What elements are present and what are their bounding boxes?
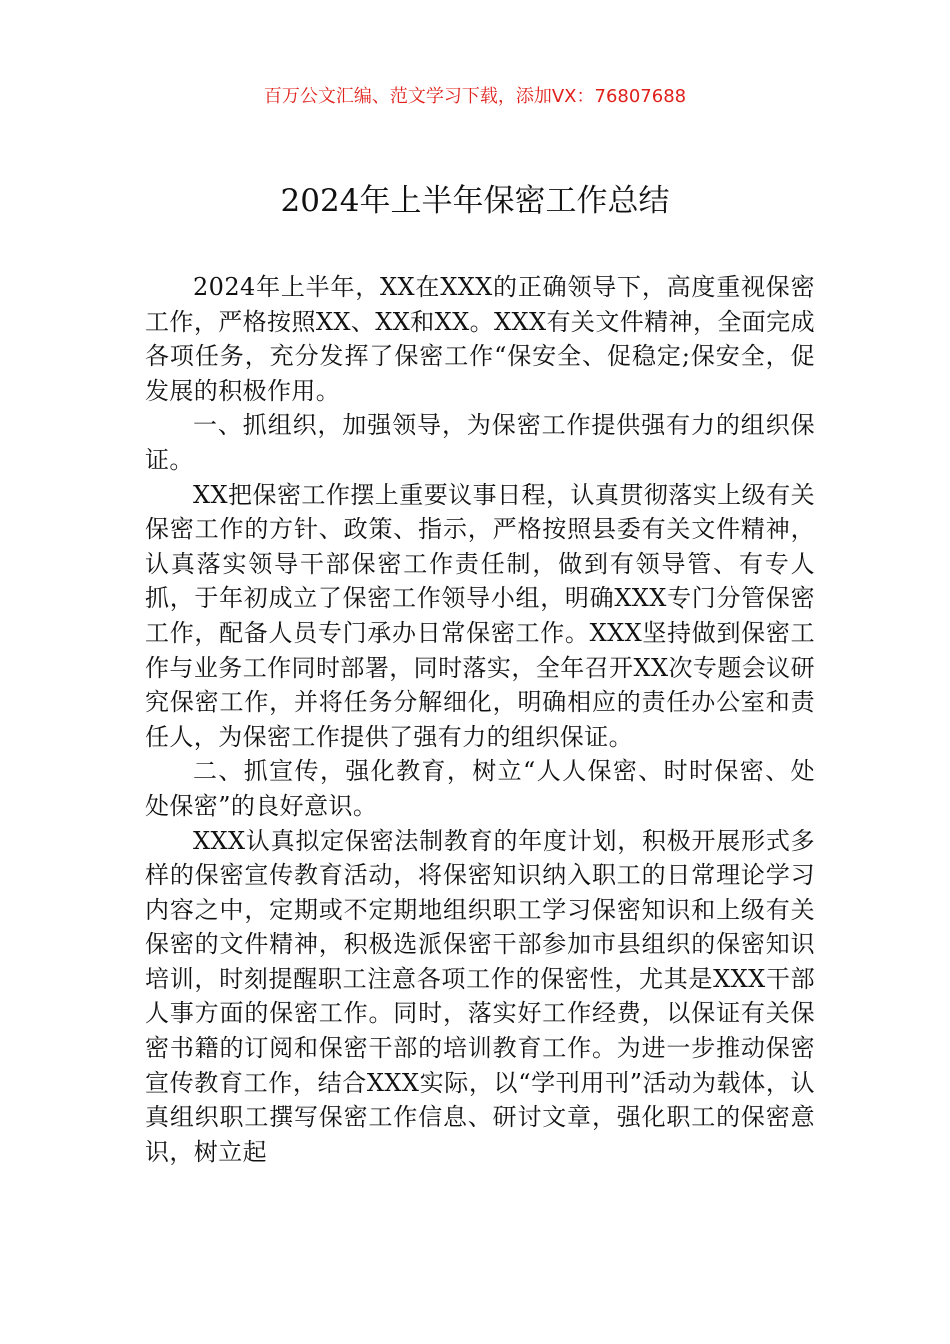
- section-heading-1: 一、抓组织，加强领导，为保密工作提供强有力的组织保证。: [145, 411, 815, 474]
- document-title: 2024年上半年保密工作总结: [280, 183, 670, 219]
- header-note: 百万公文汇编、范文学习下载，添加VX：76807688: [263, 86, 687, 107]
- paragraph-intro: 2024年上半年，XX在XXX的正确领导下，高度重视保密工作，严格按照XX、XX和XX。XXX有关文件精神，全面完成各项任务，充分发挥了保密工作“保安全、促稳定;保安全，促发展的积极作用。: [145, 273, 815, 405]
- document-body: [145, 270, 815, 1169]
- paragraph-section-2: XXX认真拟定保密法制教育的年度计划，积极开展形式多样的保密宣传教育活动，将保密知识纳入职工的日常理论学习内容之中，定期或不定期地组织职工学习保密知识和上级有关保密的文件精神，积极选派保密干部参加市县组织的保密知识培训，时刻提醒职工注意各项工作的保密性，尤其是XXX干部人事方面的保密工作。同时，落实好工作经费，以保证有关保密书籍的订阅和保密干部的培训教育工作。为进一步推动保密宣传教育工作，结合XXX实际，以“学刊用刊”活动为载体，认真组织职工撰写保密工作信息、研讨文章，强化职工的保密意识，树立起: [145, 826, 815, 1166]
- paragraph-section-1: XX把保密工作摆上重要议事日程，认真贯彻落实上级有关保密工作的方针、政策、指示，严格按照县委有关文件精神，认真落实领导干部保密工作责任制，做到有领导管、有专人抓，于年初成立了保密工作领导小组，明确XXX专门分管保密工作，配备人员专门承办日常保密工作。XXX坚持做到保密工作与业务工作同时部署，同时落实，全年召开XX次专题会议研究保密工作，并将任务分解细化，明确相应的责任办公室和责任人，为保密工作提供了强有力的组织保证。: [145, 480, 815, 751]
- section-heading-2: 二、抓宣传，强化教育，树立“人人保密、时时保密、处处保密”的良好意识。: [145, 757, 815, 820]
